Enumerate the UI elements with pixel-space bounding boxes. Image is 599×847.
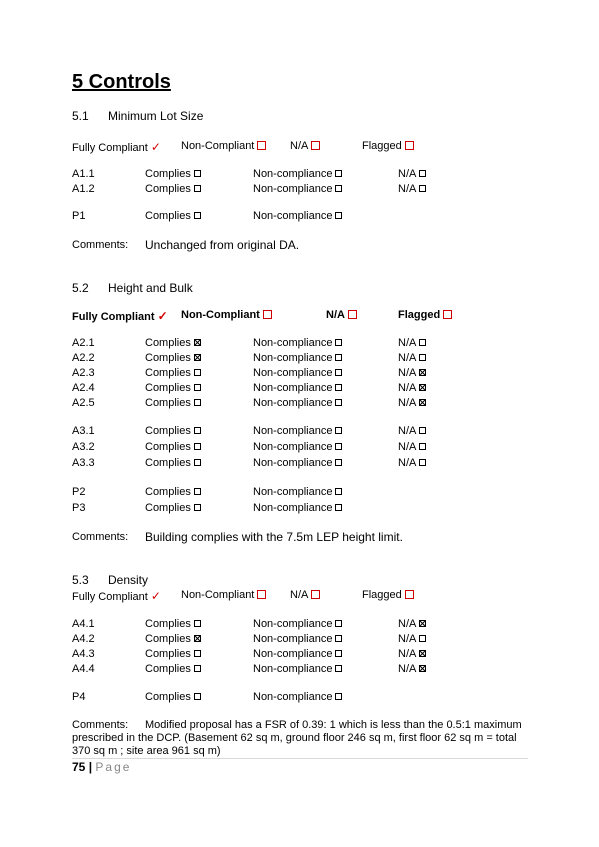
noncompliance-option bbox=[253, 382, 342, 394]
control-id-label: A3.3 bbox=[72, 457, 95, 469]
checkbox-icon bbox=[194, 399, 201, 406]
complies-option bbox=[145, 210, 201, 222]
checkbox-icon bbox=[335, 504, 342, 511]
checkbox-icon bbox=[419, 354, 426, 361]
na-option bbox=[398, 397, 426, 409]
checkbox-icon bbox=[335, 399, 342, 406]
control-id-label: A4.1 bbox=[72, 618, 95, 630]
complies-option-label: Complies bbox=[145, 502, 191, 514]
checkbox-icon bbox=[194, 504, 201, 511]
checkbox-icon bbox=[405, 141, 414, 150]
control-id bbox=[72, 367, 95, 379]
control-id-label: A1.1 bbox=[72, 168, 95, 180]
noncompliance-option-label: Non-compliance bbox=[253, 337, 333, 349]
complies-option bbox=[145, 691, 201, 703]
na-option bbox=[398, 352, 426, 364]
noncompliance-option-label: Non-compliance bbox=[253, 183, 333, 195]
noncompliance-option bbox=[253, 367, 342, 379]
noncompliance-option bbox=[253, 425, 342, 437]
checked-box-icon bbox=[194, 354, 201, 361]
na-option-label: N/A bbox=[398, 337, 417, 349]
page-heading: 5 Controls bbox=[72, 71, 171, 93]
page-label: Page bbox=[95, 760, 132, 774]
control-id-label: A4.4 bbox=[72, 663, 95, 675]
status-fully-compliant: Fully Compliant ✓ bbox=[72, 140, 161, 154]
page-number: 75 bbox=[72, 760, 86, 774]
complies-option-label: Complies bbox=[145, 486, 191, 498]
control-id-label: P2 bbox=[72, 486, 86, 498]
checkbox-icon bbox=[335, 212, 342, 219]
control-id bbox=[72, 502, 85, 514]
complies-option bbox=[145, 457, 201, 469]
status-flagged: Flagged bbox=[362, 589, 414, 601]
checkbox-icon bbox=[194, 459, 201, 466]
noncompliance-option-label: Non-compliance bbox=[253, 397, 333, 409]
noncompliance-option-label: Non-compliance bbox=[253, 618, 333, 630]
control-id bbox=[72, 618, 95, 630]
noncompliance-option-label: Non-compliance bbox=[253, 691, 333, 703]
control-id-label: A2.2 bbox=[72, 352, 95, 364]
checkbox-icon bbox=[335, 459, 342, 466]
control-id bbox=[72, 168, 95, 180]
na-option-label: N/A bbox=[398, 168, 417, 180]
noncompliance-option-label: Non-compliance bbox=[253, 486, 333, 498]
control-id bbox=[72, 183, 95, 195]
noncompliance-option bbox=[253, 352, 342, 364]
page-footer bbox=[72, 760, 131, 774]
checkbox-icon bbox=[335, 339, 342, 346]
checked-box-icon bbox=[194, 339, 201, 346]
complies-option bbox=[145, 168, 201, 180]
na-option bbox=[398, 618, 426, 630]
comments-text: Modified proposal has a FSR of 0.39: 1 which is less than the 0.5:1 maximum prescribed in the DCP. (Basement 62 sq m, ground floor 246 sq m, first floor 62 sq m = total 370 sq m ; site area 961 sq m) bbox=[72, 719, 522, 757]
na-option-label: N/A bbox=[398, 457, 417, 469]
checkbox-icon bbox=[194, 650, 201, 657]
checkbox-icon bbox=[419, 185, 426, 192]
na-option-label: N/A bbox=[398, 425, 417, 437]
checked-box-icon bbox=[419, 665, 426, 672]
control-id bbox=[72, 382, 95, 394]
na-option bbox=[398, 382, 426, 394]
checkbox-icon bbox=[194, 170, 201, 177]
na-option bbox=[398, 648, 426, 660]
noncompliance-option-label: Non-compliance bbox=[253, 210, 333, 222]
complies-option bbox=[145, 352, 201, 364]
checkbox-icon bbox=[335, 665, 342, 672]
complies-option-label: Complies bbox=[145, 425, 191, 437]
control-id-label: A3.2 bbox=[72, 441, 95, 453]
control-id bbox=[72, 648, 95, 660]
complies-option-label: Complies bbox=[145, 633, 191, 645]
complies-option-label: Complies bbox=[145, 663, 191, 675]
comments-text: Unchanged from original DA. bbox=[145, 238, 300, 252]
noncompliance-option-label: Non-compliance bbox=[253, 633, 333, 645]
na-option bbox=[398, 337, 426, 349]
checked-box-icon bbox=[419, 650, 426, 657]
complies-option-label: Complies bbox=[145, 352, 191, 364]
noncompliance-option bbox=[253, 633, 342, 645]
noncompliance-option bbox=[253, 457, 342, 469]
checkbox-icon bbox=[335, 635, 342, 642]
na-option-label: N/A bbox=[398, 441, 417, 453]
checked-box-icon bbox=[419, 399, 426, 406]
noncompliance-option-label: Non-compliance bbox=[253, 663, 333, 675]
footer-divider bbox=[72, 758, 528, 759]
section-title: Height and Bulk bbox=[108, 281, 193, 295]
checkbox-icon bbox=[335, 620, 342, 627]
checkbox-icon bbox=[335, 488, 342, 495]
control-id-label: P1 bbox=[72, 210, 86, 222]
complies-option bbox=[145, 425, 201, 437]
control-id bbox=[72, 397, 95, 409]
noncompliance-option bbox=[253, 502, 342, 514]
checkbox-icon bbox=[335, 443, 342, 450]
complies-option bbox=[145, 337, 201, 349]
checkbox-icon bbox=[257, 141, 266, 150]
na-option-label: N/A bbox=[398, 397, 417, 409]
noncompliance-option bbox=[253, 691, 342, 703]
section-number: 5.2 bbox=[72, 281, 89, 295]
control-id-label: A4.3 bbox=[72, 648, 95, 660]
checkbox-icon bbox=[443, 310, 452, 319]
complies-option-label: Complies bbox=[145, 337, 191, 349]
checkbox-icon bbox=[348, 310, 357, 319]
checkbox-icon bbox=[419, 170, 426, 177]
checkbox-icon bbox=[335, 369, 342, 376]
checkbox-icon bbox=[335, 384, 342, 391]
noncompliance-option bbox=[253, 397, 342, 409]
section-number: 5.3 bbox=[72, 573, 89, 587]
check-icon: ✓ bbox=[150, 140, 161, 154]
control-id-label: P3 bbox=[72, 502, 86, 514]
checked-box-icon bbox=[194, 635, 201, 642]
checkbox-icon bbox=[194, 185, 201, 192]
na-option bbox=[398, 183, 426, 195]
complies-option-label: Complies bbox=[145, 648, 191, 660]
noncompliance-option-label: Non-compliance bbox=[253, 648, 333, 660]
noncompliance-option-label: Non-compliance bbox=[253, 382, 333, 394]
checkbox-icon bbox=[311, 590, 320, 599]
noncompliance-option bbox=[253, 663, 342, 675]
complies-option-label: Complies bbox=[145, 210, 191, 222]
na-option bbox=[398, 441, 426, 453]
noncompliance-option-label: Non-compliance bbox=[253, 425, 333, 437]
complies-option bbox=[145, 382, 201, 394]
complies-option-label: Complies bbox=[145, 183, 191, 195]
control-id bbox=[72, 691, 85, 703]
na-option-label: N/A bbox=[398, 648, 417, 660]
checkbox-icon bbox=[335, 427, 342, 434]
checkbox-icon bbox=[194, 427, 201, 434]
complies-option-label: Complies bbox=[145, 691, 191, 703]
na-option bbox=[398, 367, 426, 379]
checked-box-icon bbox=[419, 620, 426, 627]
checked-box-icon bbox=[419, 384, 426, 391]
noncompliance-option-label: Non-compliance bbox=[253, 367, 333, 379]
noncompliance-option-label: Non-compliance bbox=[253, 502, 333, 514]
control-id bbox=[72, 210, 85, 222]
na-option bbox=[398, 633, 426, 645]
noncompliance-option-label: Non-compliance bbox=[253, 352, 333, 364]
checkbox-icon bbox=[335, 693, 342, 700]
control-id-label: A2.3 bbox=[72, 367, 95, 379]
noncompliance-option bbox=[253, 337, 342, 349]
footer-separator: | bbox=[88, 760, 93, 774]
complies-option bbox=[145, 397, 201, 409]
check-icon: ✓ bbox=[157, 309, 168, 323]
complies-option-label: Complies bbox=[145, 367, 191, 379]
status-non-compliant: Non-Compliant bbox=[181, 309, 272, 321]
complies-option-label: Complies bbox=[145, 382, 191, 394]
control-id-label: A1.2 bbox=[72, 183, 95, 195]
na-option bbox=[398, 663, 426, 675]
noncompliance-option-label: Non-compliance bbox=[253, 441, 333, 453]
na-option-label: N/A bbox=[398, 618, 417, 630]
noncompliance-option bbox=[253, 648, 342, 660]
noncompliance-option-label: Non-compliance bbox=[253, 168, 333, 180]
checkbox-icon bbox=[335, 354, 342, 361]
status-non-compliant: Non-Compliant bbox=[181, 589, 266, 601]
check-icon: ✓ bbox=[150, 589, 161, 603]
checkbox-icon bbox=[311, 141, 320, 150]
control-id bbox=[72, 425, 95, 437]
noncompliance-option bbox=[253, 168, 342, 180]
section-title: Density bbox=[108, 573, 149, 587]
checkbox-icon bbox=[419, 339, 426, 346]
na-option-label: N/A bbox=[398, 352, 417, 364]
checkbox-icon bbox=[194, 369, 201, 376]
control-id-label: A2.1 bbox=[72, 337, 95, 349]
status-fully-compliant: Fully Compliant ✓ bbox=[72, 589, 161, 603]
complies-option-label: Complies bbox=[145, 618, 191, 630]
control-id bbox=[72, 352, 95, 364]
status-na: N/A bbox=[290, 140, 320, 152]
control-id bbox=[72, 663, 95, 675]
checked-box-icon bbox=[419, 369, 426, 376]
na-option bbox=[398, 425, 426, 437]
section-number: 5.1 bbox=[72, 109, 89, 123]
status-na: N/A bbox=[326, 309, 357, 321]
status-flagged: Flagged bbox=[398, 309, 452, 321]
na-option bbox=[398, 168, 426, 180]
complies-option bbox=[145, 441, 201, 453]
checkbox-icon bbox=[194, 665, 201, 672]
na-option-label: N/A bbox=[398, 367, 417, 379]
complies-option bbox=[145, 663, 201, 675]
noncompliance-option bbox=[253, 618, 342, 630]
complies-option-label: Complies bbox=[145, 441, 191, 453]
na-option-label: N/A bbox=[398, 663, 417, 675]
control-id-label: A4.2 bbox=[72, 633, 95, 645]
complies-option-label: Complies bbox=[145, 457, 191, 469]
complies-option bbox=[145, 486, 201, 498]
checkbox-icon bbox=[335, 170, 342, 177]
checkbox-icon bbox=[419, 427, 426, 434]
complies-option-label: Complies bbox=[145, 397, 191, 409]
status-flagged: Flagged bbox=[362, 140, 414, 152]
complies-option bbox=[145, 183, 201, 195]
control-id-label: P4 bbox=[72, 691, 86, 703]
control-id bbox=[72, 441, 95, 453]
checkbox-icon bbox=[419, 443, 426, 450]
control-id-label: A2.4 bbox=[72, 382, 95, 394]
na-option bbox=[398, 457, 426, 469]
section-title: Minimum Lot Size bbox=[108, 109, 204, 123]
control-id-label: A3.1 bbox=[72, 425, 95, 437]
status-fully-compliant: Fully Compliant ✓ bbox=[72, 309, 168, 323]
checkbox-icon bbox=[405, 590, 414, 599]
control-id-label: A2.5 bbox=[72, 397, 95, 409]
na-option-label: N/A bbox=[398, 382, 417, 394]
comments-label: Comments: bbox=[72, 239, 129, 251]
checkbox-icon bbox=[419, 635, 426, 642]
checkbox-icon bbox=[335, 650, 342, 657]
na-option-label: N/A bbox=[398, 183, 417, 195]
noncompliance-option-label: Non-compliance bbox=[253, 457, 333, 469]
noncompliance-option bbox=[253, 183, 342, 195]
comments-label: Comments: bbox=[72, 531, 129, 543]
checkbox-icon bbox=[194, 212, 201, 219]
complies-option-label: Complies bbox=[145, 168, 191, 180]
complies-option bbox=[145, 633, 201, 645]
checkbox-icon bbox=[419, 459, 426, 466]
comments-text: Building complies with the 7.5m LEP height limit. bbox=[145, 530, 403, 544]
noncompliance-option bbox=[253, 486, 342, 498]
control-id bbox=[72, 633, 95, 645]
status-na: N/A bbox=[290, 589, 320, 601]
control-id bbox=[72, 486, 85, 498]
status-non-compliant: Non-Compliant bbox=[181, 140, 266, 152]
control-id bbox=[72, 457, 95, 469]
complies-option bbox=[145, 367, 201, 379]
complies-option bbox=[145, 618, 201, 630]
na-option-label: N/A bbox=[398, 633, 417, 645]
noncompliance-option bbox=[253, 441, 342, 453]
checkbox-icon bbox=[257, 590, 266, 599]
complies-option bbox=[145, 648, 201, 660]
checkbox-icon bbox=[194, 620, 201, 627]
complies-option bbox=[145, 502, 201, 514]
checkbox-icon bbox=[194, 488, 201, 495]
control-id bbox=[72, 337, 95, 349]
comments-label: Comments: bbox=[72, 719, 129, 731]
checkbox-icon bbox=[263, 310, 272, 319]
checkbox-icon bbox=[335, 185, 342, 192]
noncompliance-option bbox=[253, 210, 342, 222]
checkbox-icon bbox=[194, 384, 201, 391]
checkbox-icon bbox=[194, 693, 201, 700]
checkbox-icon bbox=[194, 443, 201, 450]
